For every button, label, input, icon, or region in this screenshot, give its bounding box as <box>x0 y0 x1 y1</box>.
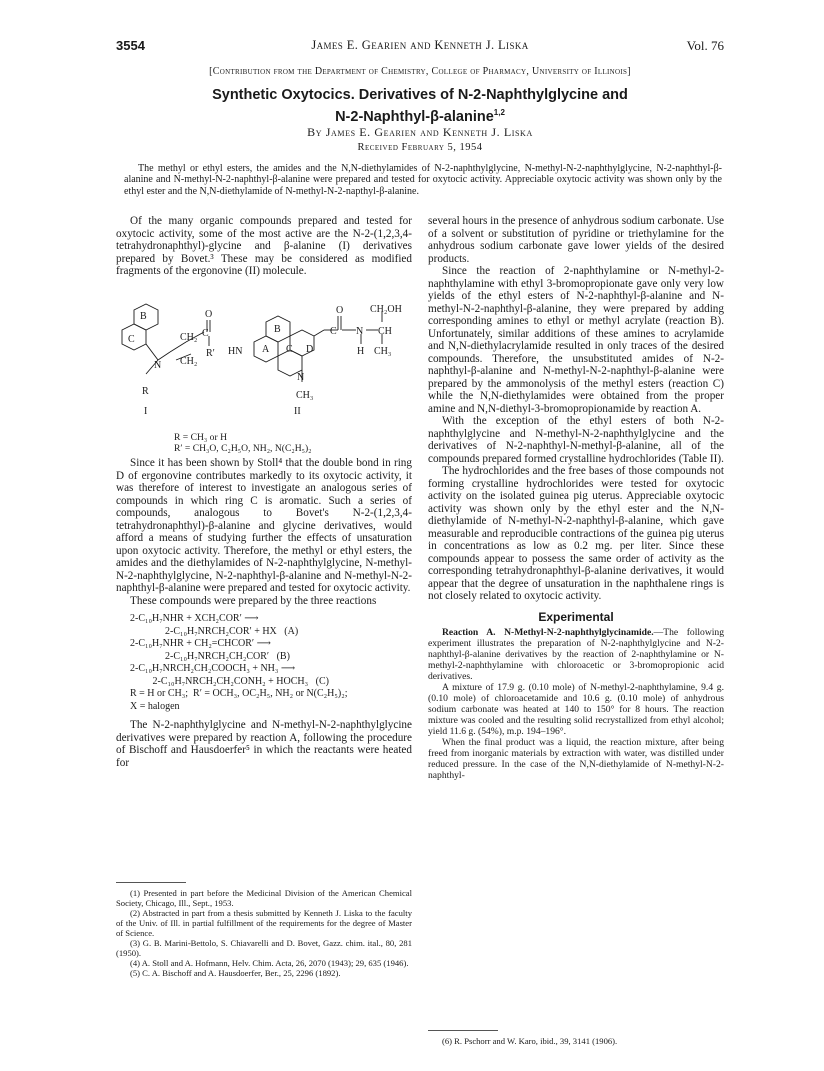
page-header <box>116 38 724 56</box>
carbon-label-ii: C <box>330 326 337 337</box>
structure-i-label: I <box>144 406 148 417</box>
legend-r: R = CH₃ or H <box>174 432 227 443</box>
hydrochlorides-paragraph: With the exception of the ethyl esters of both N-2-naphthylglycine and N-methyl-N-2-naphthylglycine and the derivatives of N-2-naphthyl-N-methyl-β-alanine, all of the compounds prepared formed crystalline hydrochlorides (Table II). <box>428 415 724 465</box>
footnote-4: (4) A. Stoll and A. Hofmann, Helv. Chim. Acta, 26, 2070 (1943); 29, 635 (1946). <box>130 958 409 968</box>
right-footnotes <box>428 1036 724 1046</box>
reaction-line-5: 2-C₁₀H₇NRCH₂CH₂COOCH₃ + NH₃ ⟶ <box>130 663 296 674</box>
carbon-label-i: C <box>202 328 209 339</box>
ch2oh-label: CH₂OH <box>370 304 402 315</box>
amide-h-label: H <box>357 346 365 357</box>
ch2-label-a: CH₂ <box>180 332 198 343</box>
running-head: James E. Gearien and Kenneth J. Liska <box>311 38 529 52</box>
stoll-paragraph: Since it has been shown by Stoll⁴ that the double bond in ring D of ergonovine contributes markedly to its oxytocic activity, it was therefore of interest to investigate an analogous series of compounds in which ring C is aromatic. Such a series of compounds, analogous to Bovet's N-2-(1,2,3,4-tetrahydronaphthyl)-β-alanine and glycine derivatives, would afford a means of studying further the effects of unsaturation upon oxytocic activity. Therefore, the methyl or ethyl esters, the amides and the diethylamides of N-2-naphthylglycine, N-methyl-N-2-naphthylglycine, N-2-naphthyl-β-alanine and N-methyl-N-2-naphthyl-β-alanine were prepared and tested for oxytocic activity. <box>116 457 412 594</box>
oxygen-label-ii: O <box>336 305 344 316</box>
ring-a-label: A <box>262 344 270 355</box>
ch3-label: CH₃ <box>374 346 392 357</box>
footnote-5: (5) C. A. Bischoff and A. Hausdoerfer, Ber., 25, 2296 (1892). <box>130 968 341 978</box>
ch2-label-b: CH₂ <box>180 356 198 367</box>
oxygen-label-i: O <box>205 309 213 320</box>
reaction-line-6: 2-C₁₀H₇NRCH₂CH₂CONH₂ + HOCH₃ (C) <box>130 675 329 687</box>
reaction-a-text: —The following experiment illustrates the preparation of N-2-naphthylglycine and N-2-naphthyl-β-alanine derivatives by the reaction of 2-naphthylamine or N-methyl-2-naphthylamine with chloroacetic or 3-bromopropionic acid derivatives. <box>428 627 725 682</box>
ring-c-label-i: C <box>128 334 135 345</box>
reaction-line-3: 2-C₁₀H₇NHR + CH₂=CHCOR′ ⟶ <box>130 638 271 649</box>
byline: By James E. Gearien and Kenneth J. Liska <box>307 125 533 139</box>
reaction-line-8: X = halogen <box>130 700 180 712</box>
right-column <box>428 215 724 781</box>
footnote-3: (3) G. B. Marini-Bettolo, S. Chiavarelli and D. Bovet, Gazz. chim. ital., 80, 281 (1950). <box>116 938 412 958</box>
ring-b-label-i: B <box>140 311 147 322</box>
ring-b-label-ii: B <box>274 324 281 335</box>
footnote-2: (2) Abstracted in part from a thesis submitted by Kenneth J. Liska to the faculty of the Univ. of Ill. in partial fulfillment of the requirements for the degree of Master of Science. <box>116 908 412 938</box>
reaction-line-4: 2-C₁₀H₇NRCH₂CH₂COR′ (B) <box>130 650 290 662</box>
nitrogen-label-i: N <box>154 360 162 371</box>
reaction-line-7: R = H or CH₃; R′ = OCH₃, OC₂H₅, NH₂ or N(C₂H₅)₂; <box>130 688 348 699</box>
footnote-1: (1) Presented in part before the Medicinal Division of the American Chemical Society, Chicago, Ill., Sept., 1953. <box>116 888 412 908</box>
n-methyl-label: CH₃ <box>296 390 314 401</box>
received-date: Received February 5, 1954 <box>357 142 483 153</box>
nitrogen-label-ii: N <box>297 372 305 383</box>
contribution-line: [Contribution from the Department of Chemistry, College of Pharmacy, University of Illinois] <box>209 66 631 77</box>
r-prime-label: R′ <box>206 348 215 359</box>
reactions-intro: These compounds were prepared by the three reactions <box>130 594 377 607</box>
hn-label: HN <box>228 346 243 357</box>
left-footnotes <box>116 888 412 978</box>
continued-paragraph: several hours in the presence of anhydrous sodium carbonate. Use of a solvent or substitution of pyridine or triethylamine for the anhydrous sodium carbonate gave lower yields of the desired products. <box>428 215 724 265</box>
abstract: The methyl or ethyl esters, the amides and the N,N-diethylamides of N-2-naphthylglycine, N-methyl-N-2-naphthylglycine, N-2-naphthyl-β-alanine and N-methyl-N-2-naphthyl-β-alanine were prepared and tested for oxytocic activity. Appreciable oxytocic activity was shown only by the ethyl ester and the N,N-diethylamide of N-methyl-N-2-napthyl-β-alanine. <box>124 163 722 197</box>
reaction-a-paragraph <box>428 627 724 682</box>
procedure-paragraph: A mixture of 17.9 g. (0.10 mole) of N-methyl-2-naphthylamine, 9.4 g. (0.10 mole) of chloroacetamide and 10.6 g. (0.10 mole) of anhydrous sodium carbonate was heated at 140 to 150° for 8 hours. The reaction mixture was cooled and the resulting solid recrystallized from ethyl alcohol; yield 11.6 g. (54%), m.p. 194–196°. <box>428 682 724 737</box>
glycine-paragraph: The N-2-naphthylglycine and N-methyl-N-2-naphthylglycine derivatives were prepared by reaction A, following the procedure of Bischoff and Hausdoerfer⁵ in which the reactants were heated for <box>116 719 412 769</box>
title-line-2-text: N-2-Naphthyl-β-alanine <box>335 108 494 125</box>
reaction-line-1: 2-C₁₀H₇NHR + XCH₂COR′ ⟶ <box>130 613 259 624</box>
left-column-top <box>116 215 412 278</box>
volume-label: Vol. 76 <box>686 38 724 53</box>
footnote-6: (6) R. Pschorr and W. Karo, ibid., 39, 3141 (1906). <box>442 1036 618 1046</box>
ring-d-label: D <box>306 344 314 355</box>
r-label: R <box>142 386 149 397</box>
title-line-1: Synthetic Oxytocics. Derivatives of N-2-Naphthylglycine and <box>212 87 628 103</box>
testing-paragraph: The hydrochlorides and the free bases of those compounds not forming crystalline hydrochlorides were tested for oxytocic activity on the isolated guinea pig uterus. Appreciable oxytocic activity was shown only by the ethyl ester and the N,N-diethylamide of N-methyl-N-2-naphthyl-β-alanine, which gave measurable and reproducible contractions of the guinea pig uterus in concentrations as low as 0.2 mg. per liter. Since these compounds appear to possess the same order of activity as the corresponding tetrahydronaphthyl-β-alanine derivatives, it would appear that the degree of unsaturation in the naphthalene rings is not closely related to oxytocic activity. <box>428 465 724 602</box>
reaction-line-2: 2-C₁₀H₇NRCH₂COR′ + HX (A) <box>130 625 299 637</box>
reaction-b-paragraph: Since the reaction of 2-naphthylamine or N-methyl-2-naphthylamine with ethyl 3-bromopropionate gave only very low yields of the ethyl esters of N-2-naphthyl-β-alanine and N-methyl-N-2-naphthyl-β-alanine, they were prepared by adding corresponding amines to ethyl or methyl acrylate (reaction B). Unfortunately, similar additions of these amines to acrylamide and N,N-diethylacrylamide resulted in only traces of the desired compounds. Therefore, the unsubstituted amides of N-2-naphthyl-β-alanine and N-methyl-N-2-naphthyl-β-alanine were prepared by the ammonolysis of the methyl esters (reaction C) while the N,N-diethylamides were obtained from the proper amine and N,N-diethyl-3-bromopropionamide by reaction A. <box>428 265 724 415</box>
footnote-rule-right <box>428 1030 498 1031</box>
liquid-product-paragraph: When the final product was a liquid, the reaction mixture, after being freed from inorganic materials by extraction with water, was distilled under reduced pressure. In the case of the N,N-diethylamide of N-methyl-N-2-naphthyl- <box>428 737 724 781</box>
ring-c-label-ii: C <box>286 344 293 355</box>
amide-nitrogen-label: N <box>356 326 364 337</box>
structure-figure <box>116 302 412 432</box>
intro-paragraph: Of the many organic compounds prepared and tested for oxytocic activity, some of the most active are the N-2-(1,2,3,4-tetrahydronaphthyl)-glycine and β-alanine (I) derivatives prepared by Bovet.³ These may be considered as modified fragments of the ergonovine (II) molecule. <box>116 215 412 277</box>
experimental-heading: Experimental <box>538 609 614 624</box>
legend-r-prime: R′ = CH₃O, C₂H₅O, NH₂, N(C₂H₅)₂ <box>174 443 312 454</box>
left-column-legend <box>116 432 412 454</box>
left-column-mid <box>116 457 412 769</box>
article-title <box>116 86 724 126</box>
reaction-a-label: Reaction A. N-Methyl-N-2-naphthylglycinamide. <box>442 627 654 638</box>
reaction-scheme <box>116 613 412 713</box>
ch-label: CH <box>378 326 392 337</box>
structure-ii-label: II <box>294 406 301 417</box>
footnote-rule <box>116 882 186 883</box>
title-footnote-marks: 1,2 <box>493 108 505 117</box>
title-line-2 <box>116 104 724 126</box>
page-number: 3554 <box>116 38 145 53</box>
